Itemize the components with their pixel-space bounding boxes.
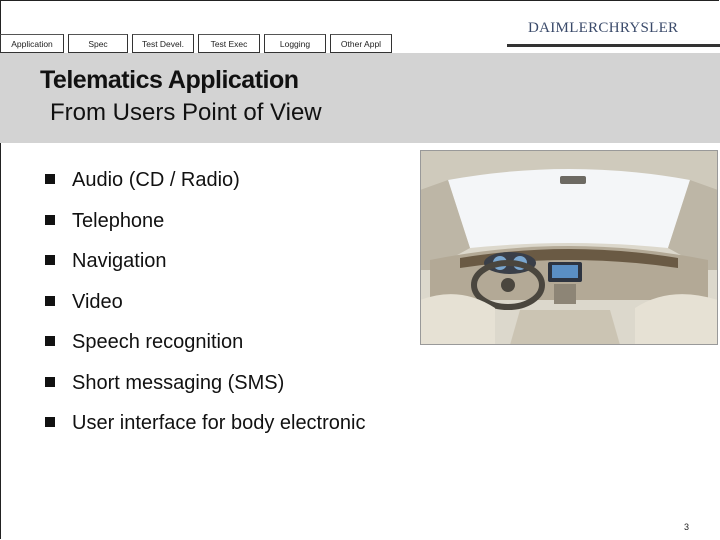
tab-label: Spec (88, 38, 108, 49)
daimlerchrysler-logo (528, 20, 678, 40)
car-interior-photo (420, 150, 718, 345)
tab-spec[interactable] (68, 34, 128, 53)
list-item: Audio (CD / Radio) (45, 166, 365, 207)
list-item: Short messaging (SMS) (45, 369, 365, 410)
bullet-square-icon (45, 377, 55, 387)
feature-list (45, 166, 365, 450)
tab-other-appl[interactable] (330, 34, 392, 53)
bullet-square-icon (45, 174, 55, 184)
tab-label: Other Appl (340, 38, 382, 49)
tab-label: Logging (279, 38, 311, 49)
tab-logging[interactable] (264, 34, 326, 53)
list-item: Navigation (45, 247, 365, 288)
tab-label: Test Devel. (141, 38, 185, 49)
section-tabs (0, 34, 396, 54)
list-item: User interface for body electronic (45, 409, 365, 450)
list-item: Speech recognition (45, 328, 365, 369)
bullet-square-icon (45, 296, 55, 306)
bullet-square-icon (45, 417, 55, 427)
bullet-square-icon (45, 255, 55, 265)
bullet-square-icon (45, 336, 55, 346)
tab-test-exec[interactable] (198, 34, 260, 53)
tab-test-devel[interactable] (132, 34, 194, 53)
tab-application[interactable] (0, 34, 64, 53)
bullet-square-icon (45, 215, 55, 225)
page-number: 3 (684, 522, 690, 532)
tab-label: Application (11, 38, 53, 49)
list-item: Telephone (45, 207, 365, 248)
header-rule (507, 44, 720, 47)
tab-label: Test Exec (210, 38, 248, 49)
page-title: Telematics Application (40, 66, 299, 94)
logo-text: DAIMLERCHRYSLER (528, 20, 679, 36)
page-subtitle: From Users Point of View (50, 99, 322, 126)
list-item: Video (45, 288, 365, 329)
